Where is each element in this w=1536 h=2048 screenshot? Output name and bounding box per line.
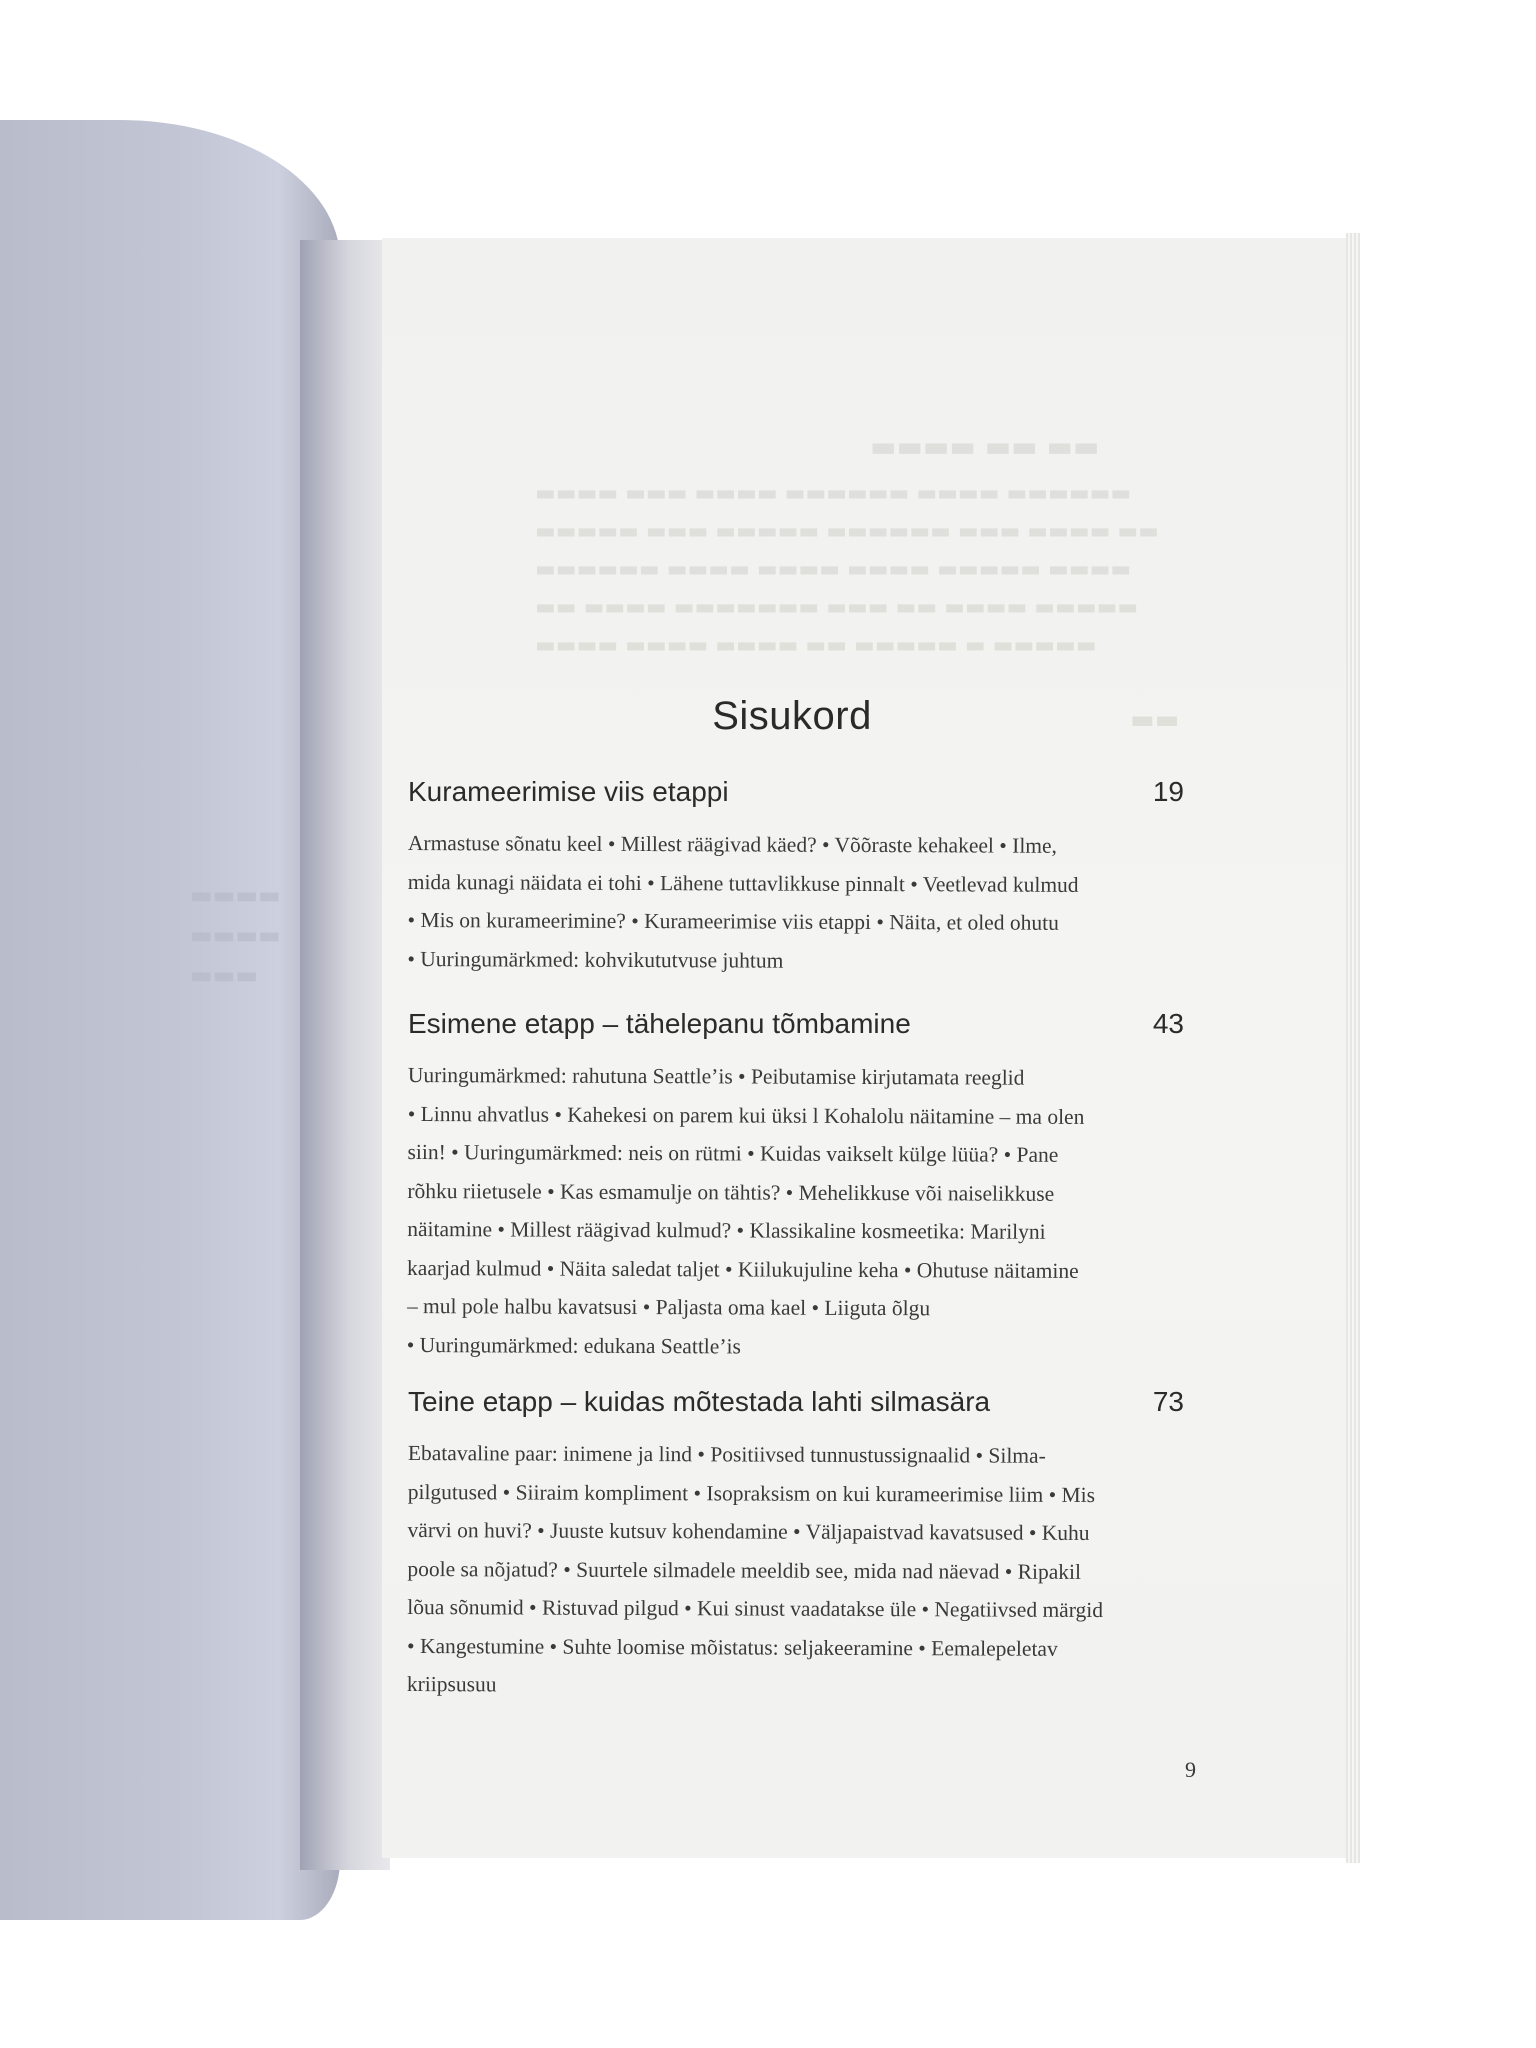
- toc-topic-line: Armastuse sõnatu keel • Millest räägivad käed? • Võõraste kehakeel • Ilme,: [407, 830, 1058, 858]
- toc-topic-line: Uuringumärkmed: rahutuna Seattle’is • Peibutamise kirjutamata reeglid: [407, 1062, 1025, 1090]
- toc-topic-line: värvi on huvi? • Juuste kutsuv kohendamine • Väljapaistvad kavatsused • Kuhu: [407, 1517, 1090, 1545]
- toc-section: [408, 1386, 1194, 1704]
- toc-title: Sisukord: [712, 694, 872, 738]
- toc-topic-line: • Uuringumärkmed: edukana Seattle’is: [406, 1332, 741, 1358]
- toc-topic-line: – mul pole halbu kavatsusi • Paljasta oma kael • Liiguta õlgu: [406, 1293, 931, 1321]
- toc-section-header: [408, 1386, 1194, 1430]
- toc-section-page: 73: [1152, 1386, 1184, 1417]
- toc-section-topics: [407, 824, 1194, 981]
- toc-section: [408, 776, 1194, 978]
- left-page-bleedthrough: ▬▬▬▬ ▬▬▬▬ ▬▬▬: [190, 881, 281, 989]
- toc-topic-line: näitamine • Millest räägivad kulmud? • Klassikaline kosmeetika: Marilyni: [407, 1216, 1046, 1244]
- toc-topic-line: mida kunagi näidata ei tohi • Lähene tuttavlikkuse pinnalt • Veetlevad kulmud: [407, 869, 1079, 897]
- toc-topic-line: kriipsusuu: [406, 1671, 497, 1697]
- toc-section-topics: [407, 1434, 1194, 1707]
- toc-topic-line: lõua sõnumid • Ristuvad pilgud • Kui sinust vaadatakse üle • Negatiivsed märgid: [407, 1594, 1104, 1623]
- toc-section-title: Kurameerimise viis etappi: [408, 776, 729, 807]
- toc-section-title: Teine etapp – kuidas mõtestada lahti silmasära: [408, 1386, 991, 1417]
- left-page: [0, 120, 340, 1920]
- page-number: 9: [1185, 1757, 1196, 1782]
- toc-section-page: 19: [1152, 776, 1184, 807]
- toc-section-page: 43: [1152, 1008, 1184, 1039]
- toc-topic-line: pilgutused • Siiraim kompliment • Isopraksism on kui kurameerimise liim • Mis: [407, 1479, 1096, 1507]
- toc-topic-line: Ebatavaline paar: inimene ja lind • Positiivsed tunnustussignaalid • Silma-: [407, 1440, 1046, 1468]
- toc-topic-line: rõhku riietusele • Kas esmamulje on tähtis? • Mehelikkuse või naiselikkuse: [407, 1178, 1055, 1206]
- bleedthrough-heading-2: ▬▬: [1130, 705, 1180, 735]
- toc-topic-line: • Uuringumärkmed: kohvikututvuse juhtum: [407, 946, 784, 973]
- bleedthrough-text: ▬▬▬▬ ▬▬▬ ▬▬▬▬ ▬▬▬▬▬▬ ▬▬▬▬ ▬▬▬▬▬▬ ▬▬▬▬▬ ▬▬▬ ▬▬▬▬▬ ▬▬▬▬▬▬ ▬▬▬ ▬▬▬▬ ▬▬ ▬▬▬▬▬▬ ▬▬▬▬ ▬▬▬▬ ▬▬▬▬ ▬▬▬▬▬ ▬▬▬▬ ▬▬ ▬▬▬▬ ▬▬▬▬▬▬▬ ▬▬▬ ▬▬ ▬▬▬▬ ▬▬▬▬▬ ▬▬▬▬ ▬▬▬▬ ▬▬▬▬ ▬▬ ▬▬▬▬▬ ▬ ▬▬▬▬▬: [535, 481, 1159, 658]
- toc-section-header: [408, 776, 1194, 820]
- toc-topic-line: • Mis on kurameerimine? • Kurameerimise viis etappi • Näita, et oled ohutu: [407, 907, 1059, 935]
- toc-topic-line: • Linnu ahvatlus • Kahekesi on parem kui üksi l Kohalolu näitamine – ma olen: [407, 1101, 1085, 1129]
- page-edges: [1346, 233, 1360, 1863]
- book-gutter: [300, 240, 390, 1870]
- toc-topic-line: kaarjad kulmud • Näita saledat taljet • Kiilukujuline keha • Ohutuse näitamine: [407, 1255, 1079, 1283]
- toc-topic-line: • Kangestumine • Suhte loomise mõistatus: seljakeeramine • Eemalepeletav: [407, 1633, 1058, 1661]
- toc-topic-line: siin! • Uuringumärkmed: neis on rütmi • Kuidas vaikselt külge lüüa? • Pane: [407, 1139, 1059, 1167]
- toc-section: [408, 1008, 1194, 1364]
- toc-section-topics: [407, 1056, 1194, 1367]
- toc-section-header: [408, 1008, 1194, 1052]
- toc-section-title: Esimene etapp – tähelepanu tõmbamine: [408, 1008, 911, 1039]
- bleedthrough-heading: ▬▬▬▬ ▬▬ ▬▬: [870, 430, 1100, 463]
- toc-topic-line: poole sa nõjatud? • Suurtele silmadele meeldib see, mida nad näevad • Ripakil: [407, 1556, 1082, 1584]
